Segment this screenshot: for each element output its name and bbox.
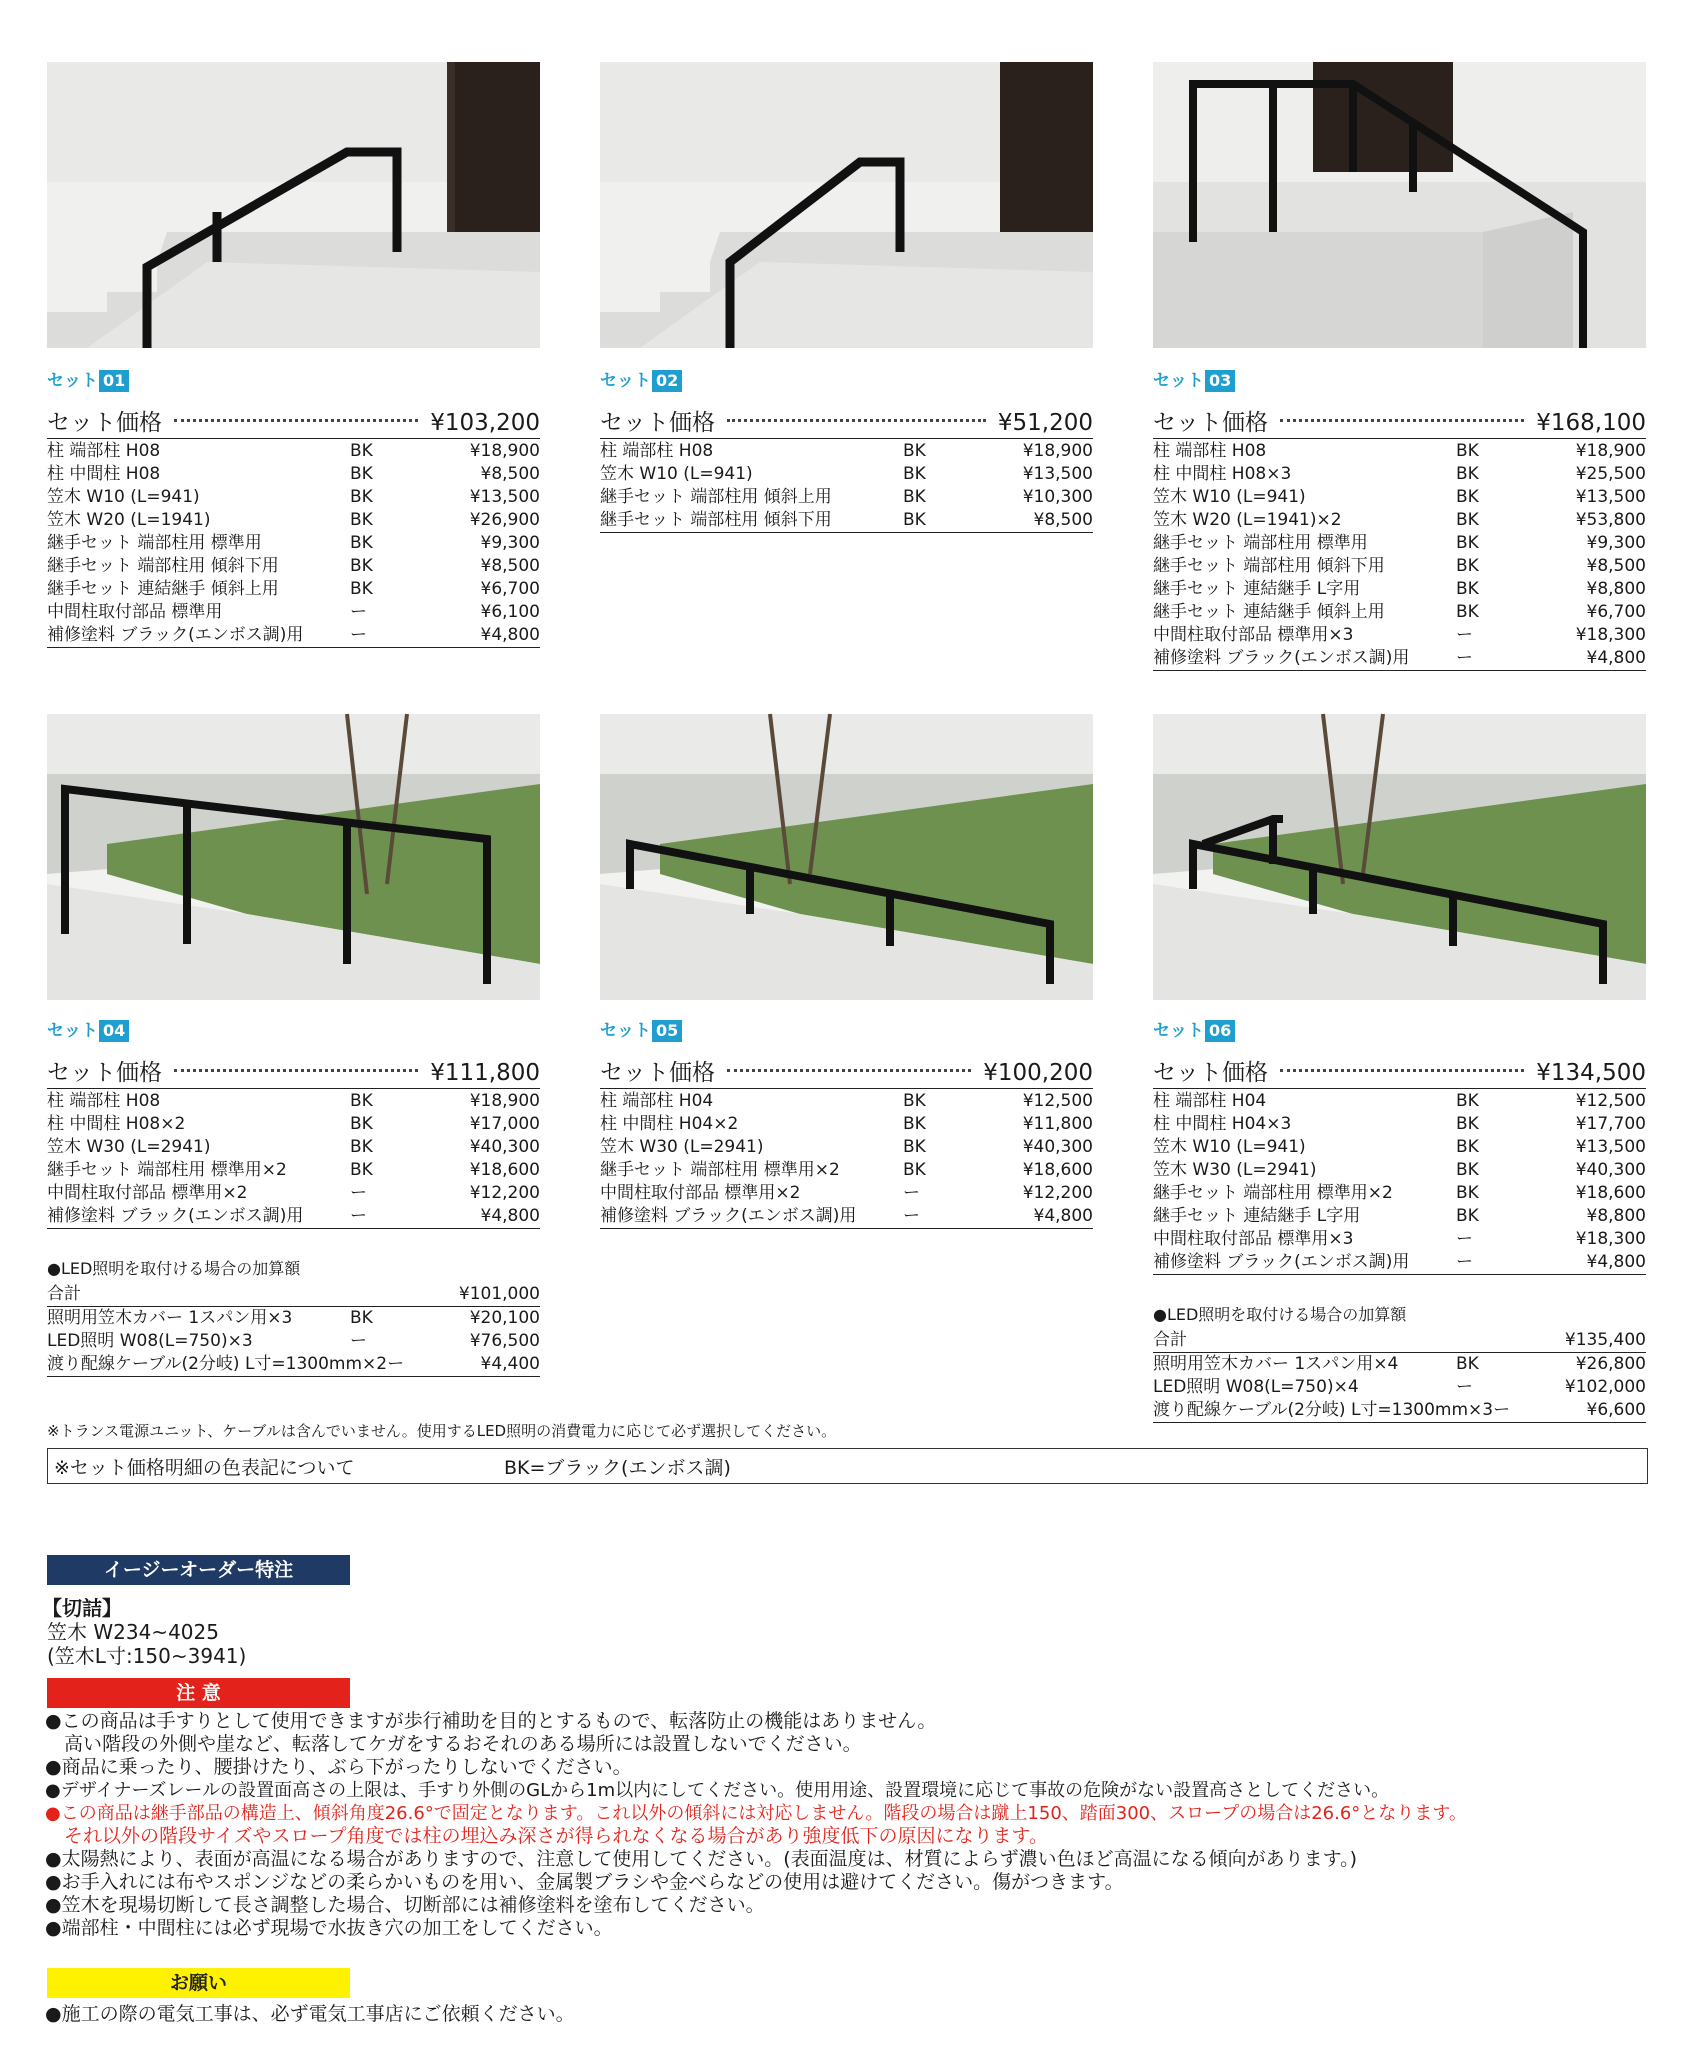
item-name: 柱 中間柱 H08×3 [1153,464,1292,484]
set-items-table [47,1090,540,1229]
table-row [1153,1228,1646,1251]
item-price: ¥4,800 [480,1206,540,1226]
table-row [600,509,1093,533]
caution-line: 高い階段の外側や崖など、転落してケガをするおそれのある場所には設置しないでください。 [45,1733,862,1755]
item-price: ¥76,500 [469,1331,540,1351]
led-addon-title: ●LED照明を取付ける場合の加算額 [1153,1305,1407,1324]
set-price-header [600,1054,1093,1089]
set-label [600,370,682,392]
item-color: BK [350,441,373,461]
item-name: 渡り配線ケーブル(2分岐) L寸=1300mm×3 [1153,1400,1494,1420]
set-06-photo [1153,714,1646,1000]
item-price: ¥12,500 [1022,1091,1093,1111]
item-color: ー [1456,625,1473,645]
item-color: ー [1456,1252,1473,1272]
item-price: ¥4,800 [1586,1252,1646,1272]
table-row [47,1307,540,1330]
set-items-table [47,440,540,648]
table-row [1153,486,1646,509]
item-color: BK [903,1114,926,1134]
caution-line: ●笠木を現場切断して長さ調整した場合、切断部には補修塗料を塗布してください。 [45,1894,765,1916]
table-row [47,624,540,648]
table-row [1153,578,1646,601]
item-price: ¥8,500 [1586,556,1646,576]
item-color: BK [1456,556,1479,576]
led-footnote: ※トランス電源ユニット、ケーブルは含んでいません。使用するLED照明の消費電力に応じて必ず選択してください。 [47,1422,837,1440]
item-color: ー [350,625,367,645]
table-row [1153,532,1646,555]
table-row [600,1182,1093,1205]
set-label [47,370,129,392]
item-color: BK [1456,1183,1479,1203]
item-color: BK [1456,579,1479,599]
table-row [47,1353,540,1377]
set-03-photo [1153,62,1646,348]
item-name: 中間柱取付部品 標準用 [47,602,223,622]
item-price: ¥40,300 [1022,1137,1093,1157]
table-row [47,1330,540,1353]
item-color: BK [1456,1354,1479,1374]
item-price: ¥11,800 [1022,1114,1093,1134]
set-01-photo [47,62,540,348]
item-color: ー [387,1354,405,1374]
table-row [1153,509,1646,532]
item-color: ー [350,1183,367,1203]
item-name: 継手セット 連結継手 傾斜上用 [47,579,279,599]
item-price: ¥13,500 [1575,1137,1646,1157]
item-name: 継手セット 端部柱用 傾斜上用 [600,487,832,507]
caution-list [45,1710,1467,1940]
set-label [1153,370,1235,392]
set-label-text: セット [1153,371,1204,391]
table-row [47,509,540,532]
item-color: ー [1456,1377,1473,1397]
led-items [47,1307,540,1377]
table-row [600,486,1093,509]
table-row [600,440,1093,463]
item-color: BK [350,533,373,553]
item-color: ー [1456,1229,1473,1249]
item-name: 継手セット 端部柱用 標準用×2 [47,1160,287,1180]
item-name: 継手セット 端部柱用 標準用×2 [1153,1183,1393,1203]
leader-dots [727,1069,971,1072]
item-color: ー [1456,648,1473,668]
set-price-header [47,1054,540,1089]
table-row [1153,463,1646,486]
table-row [1153,1113,1646,1136]
set-items-table [1153,440,1646,671]
set-price-value: ¥168,100 [1536,410,1646,436]
item-color: BK [350,1160,373,1180]
table-row [1153,1251,1646,1275]
item-name: 笠木 W30 (L=2941) [47,1137,211,1157]
table-row [47,486,540,509]
item-color: BK [350,579,373,599]
item-color: BK [903,1137,926,1157]
item-price: ¥13,500 [1575,487,1646,507]
item-name: 照明用笠木カバー 1スパン用×3 [47,1308,293,1328]
set-price-value: ¥134,500 [1536,1060,1646,1086]
set-price-label: セット価格 [1153,1060,1268,1086]
set-price-label: セット価格 [47,1060,162,1086]
item-color: BK [1456,1160,1479,1180]
set-price-label: セット価格 [1153,410,1268,436]
item-color: ー [903,1183,920,1203]
easy-order-banner: イージーオーダー特注 [47,1555,350,1585]
item-price: ¥25,500 [1575,464,1646,484]
item-color: BK [1456,1114,1479,1134]
item-price: ¥4,800 [480,625,540,645]
set-items-table [600,1090,1093,1229]
item-name: 柱 中間柱 H04×3 [1153,1114,1292,1134]
item-price: ¥12,500 [1575,1091,1646,1111]
set-label-text: セット [600,1021,651,1041]
request-banner: お願い [47,1968,350,1998]
set-number-badge: 04 [99,1020,129,1042]
caution-banner: 注 意 [47,1678,350,1708]
table-row [1153,1376,1646,1399]
item-name: 継手セット 連結継手 L字用 [1153,1206,1361,1226]
item-color: BK [1456,602,1479,622]
item-name: 柱 端部柱 H04 [1153,1091,1267,1111]
caution-line: ●お手入れには布やスポンジなどの柔らかいものを用い、金属製ブラシや金べらなどの使用は避けてください。傷がつきます。 [45,1871,1124,1893]
item-name: 継手セット 端部柱用 標準用 [47,533,262,553]
item-price: ¥18,300 [1575,1229,1646,1249]
item-price: ¥10,300 [1022,487,1093,507]
item-color: BK [350,556,373,576]
set-price-value: ¥100,200 [983,1060,1093,1086]
caution-line-red: ●この商品は継手部品の構造上、傾斜角度26.6°で固定となります。これ以外の傾斜には対応しません。階段の場合は蹴上150、踏面300、スロープの場合は26.6°となります。 [45,1803,1467,1824]
table-row [1153,1399,1646,1423]
set-price-value: ¥51,200 [997,410,1093,436]
set-price-header [1153,404,1646,439]
set-items-table [1153,1090,1646,1275]
item-price: ¥18,300 [1575,625,1646,645]
led-total-row [1153,1328,1646,1353]
easy-order-size: 笠木 W234~4025 [47,1620,219,1644]
item-price: ¥18,600 [1022,1160,1093,1180]
item-price: ¥9,300 [480,533,540,553]
item-color: BK [903,510,926,530]
item-color: BK [1456,441,1479,461]
set-label [47,1020,129,1042]
table-row [1153,601,1646,624]
set-price-header [47,404,540,439]
item-name: 補修塗料 ブラック(エンボス調)用 [1153,1252,1410,1272]
set-price-label: セット価格 [47,410,162,436]
table-row [1153,1090,1646,1113]
set-05-photo [600,714,1093,1000]
table-row [1153,1136,1646,1159]
table-row [1153,555,1646,578]
item-price: ¥40,300 [469,1137,540,1157]
item-price: ¥13,500 [1022,464,1093,484]
item-price: ¥8,800 [1586,579,1646,599]
item-price: ¥18,900 [469,1091,540,1111]
easy-order-heading: 【切詰】 [42,1596,122,1620]
item-color: BK [350,1308,373,1328]
item-name: 継手セット 端部柱用 標準用 [1153,533,1368,553]
caution-line: ●商品に乗ったり、腰掛けたり、ぶら下がったりしないでください。 [45,1756,632,1778]
request-list [45,2003,575,2026]
item-color: BK [350,464,373,484]
table-row [600,1113,1093,1136]
leader-dots [1280,1069,1524,1072]
set-label [1153,1020,1235,1042]
item-name: 笠木 W10 (L=941) [1153,1137,1306,1157]
item-name: 柱 中間柱 H08×2 [47,1114,186,1134]
table-row [600,1090,1093,1113]
item-price: ¥18,900 [1575,441,1646,461]
item-color: BK [903,1160,926,1180]
item-color: BK [1456,464,1479,484]
item-price: ¥20,100 [469,1308,540,1328]
item-name: 継手セット 端部柱用 傾斜下用 [600,510,832,530]
item-name: 照明用笠木カバー 1スパン用×4 [1153,1354,1399,1374]
item-name: 笠木 W30 (L=2941) [600,1137,764,1157]
item-name: 継手セット 端部柱用 傾斜下用 [1153,556,1385,576]
item-color: BK [350,1091,373,1111]
item-name: 笠木 W10 (L=941) [1153,487,1306,507]
item-name: 中間柱取付部品 標準用×2 [47,1183,248,1203]
caution-line: ●端部柱・中間柱には必ず現場で水抜き穴の加工をしてください。 [45,1917,613,1939]
table-row [1153,1182,1646,1205]
item-name: 笠木 W30 (L=2941) [1153,1160,1317,1180]
set-items-table [600,440,1093,533]
table-row [47,601,540,624]
set-price-label: セット価格 [600,410,715,436]
led-addon-title: ●LED照明を取付ける場合の加算額 [47,1259,301,1278]
easy-order-length: (笠木L寸:150~3941) [47,1644,247,1668]
led-total-label: 合計 [47,1284,81,1304]
set-label-text: セット [47,371,98,391]
item-price: ¥18,900 [1022,441,1093,461]
table-row [1153,1205,1646,1228]
item-color: ー [350,602,367,622]
table-row [47,1159,540,1182]
set-label-text: セット [47,1021,98,1041]
item-name: 柱 端部柱 H08 [1153,441,1267,461]
table-row [47,1205,540,1229]
item-price: ¥6,700 [1586,602,1646,622]
set-number-badge: 02 [652,370,682,392]
table-row [600,1136,1093,1159]
set-label [600,1020,682,1042]
led-total-label: 合計 [1153,1330,1187,1350]
item-price: ¥4,800 [1033,1206,1093,1226]
item-name: 補修塗料 ブラック(エンボス調)用 [47,1206,304,1226]
set-price-label: セット価格 [600,1060,715,1086]
item-price: ¥18,600 [1575,1183,1646,1203]
item-name: 笠木 W10 (L=941) [600,464,753,484]
item-name: 柱 端部柱 H08 [47,1091,161,1111]
leader-dots [174,419,418,422]
caution-line: ●デザイナーズレールの設置面高さの上限は、手すり外側のGLから1m以内にしてください。使用用途、設置環境に応じて事故の危険がない設置高さとしてください。 [45,1780,1390,1801]
item-name: 中間柱取付部品 標準用×3 [1153,1229,1354,1249]
item-color: BK [350,1137,373,1157]
item-color: BK [1456,533,1479,553]
table-row [47,1136,540,1159]
led-items [1153,1353,1646,1423]
item-price: ¥53,800 [1575,510,1646,530]
table-row [600,1205,1093,1229]
item-color: ー [903,1206,920,1226]
table-row [47,578,540,601]
item-name: 継手セット 端部柱用 傾斜下用 [47,556,279,576]
item-price: ¥18,900 [469,441,540,461]
color-notation-label: ※セット価格明細の色表記について [54,1456,355,1479]
item-color: BK [1456,487,1479,507]
item-name: 中間柱取付部品 標準用×3 [1153,625,1354,645]
item-name: 補修塗料 ブラック(エンボス調)用 [600,1206,857,1226]
item-name: 継手セット 連結継手 傾斜上用 [1153,602,1385,622]
table-row [47,555,540,578]
item-price: ¥17,700 [1575,1114,1646,1134]
item-name: LED照明 W08(L=750)×4 [1153,1377,1359,1397]
table-row [1153,1353,1646,1376]
table-row [47,1090,540,1113]
table-row [600,463,1093,486]
table-row [1153,1159,1646,1182]
item-color: BK [350,510,373,530]
leader-dots [1280,419,1524,422]
item-color: BK [1456,1091,1479,1111]
table-row [47,440,540,463]
item-color: ー [350,1206,367,1226]
item-name: 柱 中間柱 H04×2 [600,1114,739,1134]
set-price-value: ¥111,800 [430,1060,540,1086]
leader-dots [727,419,986,422]
item-name: 渡り配線ケーブル(2分岐) L寸=1300mm×2 [47,1354,388,1374]
item-name: 笠木 W20 (L=1941) [47,510,211,530]
set-label-text: セット [600,371,651,391]
set-number-badge: 06 [1205,1020,1235,1042]
set-02-photo [600,62,1093,348]
item-price: ¥8,500 [480,556,540,576]
item-price: ¥6,700 [480,579,540,599]
item-name: 笠木 W20 (L=1941)×2 [1153,510,1342,530]
item-price: ¥8,500 [1033,510,1093,530]
item-price: ¥6,100 [480,602,540,622]
table-row [1153,647,1646,671]
item-name: 中間柱取付部品 標準用×2 [600,1183,801,1203]
table-row [47,463,540,486]
item-price: ¥13,500 [469,487,540,507]
item-price: ¥4,400 [480,1354,540,1374]
item-color: BK [903,487,926,507]
caution-line: ●この商品は手すりとして使用できますが歩行補助を目的とするもので、転落防止の機能はありません。 [45,1710,937,1732]
item-price: ¥9,300 [1586,533,1646,553]
set-price-header [1153,1054,1646,1089]
set-number-badge: 01 [99,370,129,392]
item-color: BK [1456,1137,1479,1157]
item-name: 継手セット 連結継手 L字用 [1153,579,1361,599]
table-row [1153,624,1646,647]
item-price: ¥26,800 [1575,1354,1646,1374]
item-color: ー [1493,1400,1511,1420]
item-price: ¥6,600 [1586,1400,1646,1420]
led-addon-table [1153,1302,1646,1423]
item-color: BK [1456,510,1479,530]
item-name: LED照明 W08(L=750)×3 [47,1331,253,1351]
led-total-value: ¥135,400 [1564,1330,1646,1350]
item-color: BK [350,1114,373,1134]
item-name: 柱 端部柱 H04 [600,1091,714,1111]
table-row [1153,440,1646,463]
item-name: 柱 端部柱 H08 [47,441,161,461]
set-label-text: セット [1153,1021,1204,1041]
caution-line: ●太陽熱により、表面が高温になる場合がありますので、注意して使用してください。(表面温度は、材質によらず濃い色ほど高温になる傾向があります。) [45,1848,1358,1870]
leader-dots [174,1069,418,1072]
item-name: 補修塗料 ブラック(エンボス調)用 [1153,648,1410,668]
item-name: 継手セット 端部柱用 標準用×2 [600,1160,840,1180]
set-number-badge: 05 [652,1020,682,1042]
item-name: 柱 端部柱 H08 [600,441,714,461]
item-price: ¥40,300 [1575,1160,1646,1180]
table-row [47,1182,540,1205]
item-price: ¥102,000 [1564,1377,1646,1397]
led-total-value: ¥101,000 [458,1284,540,1304]
item-price: ¥12,200 [1022,1183,1093,1203]
led-total-row [47,1282,540,1307]
item-color: BK [350,487,373,507]
item-price: ¥8,800 [1586,1206,1646,1226]
item-name: 柱 中間柱 H08 [47,464,161,484]
item-color: BK [1456,1206,1479,1226]
table-row [47,1113,540,1136]
item-color: BK [903,464,926,484]
led-addon-table [47,1256,540,1377]
color-notation-box [47,1448,1648,1484]
set-number-badge: 03 [1205,370,1235,392]
item-name: 笠木 W10 (L=941) [47,487,200,507]
color-notation-value: BK=ブラック(エンボス調) [504,1456,731,1479]
table-row [47,532,540,555]
set-04-photo [47,714,540,1000]
table-row [600,1159,1093,1182]
set-price-value: ¥103,200 [430,410,540,436]
item-price: ¥17,000 [469,1114,540,1134]
request-line: ●施工の際の電気工事は、必ず電気工事店にご依頼ください。 [45,2003,575,2025]
caution-line-red: それ以外の階段サイズやスロープ角度では柱の埋込み深さが得られなくなる場合があり強度低下の原因になります。 [45,1825,1049,1847]
item-color: BK [903,441,926,461]
set-price-header [600,404,1093,439]
item-color: BK [903,1091,926,1111]
item-price: ¥26,900 [469,510,540,530]
item-price: ¥18,600 [469,1160,540,1180]
item-name: 補修塗料 ブラック(エンボス調)用 [47,625,304,645]
item-price: ¥8,500 [480,464,540,484]
item-price: ¥12,200 [469,1183,540,1203]
item-price: ¥4,800 [1586,648,1646,668]
item-color: ー [350,1331,367,1351]
